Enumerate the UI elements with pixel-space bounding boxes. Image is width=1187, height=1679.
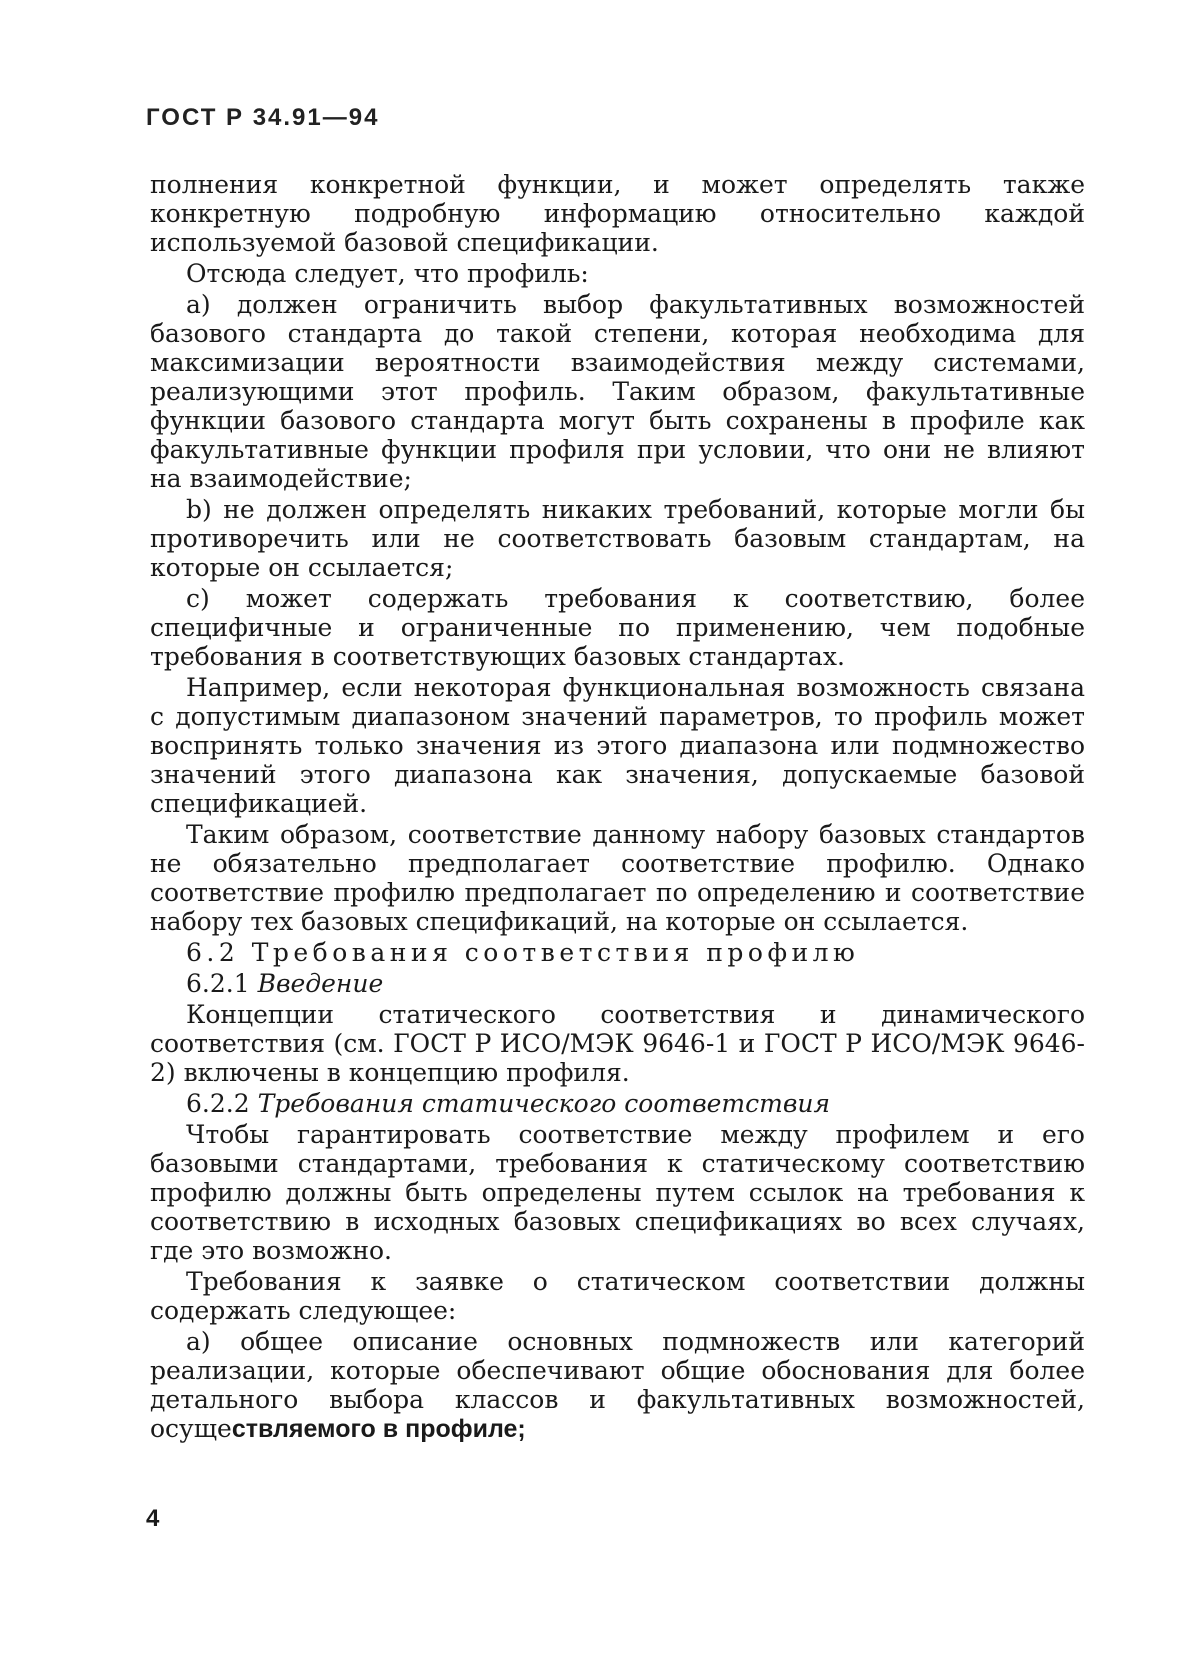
section-number: 6.2.1 (186, 969, 250, 998)
section-title: Требования статического соответствия (257, 1089, 831, 1118)
list-item-c: c) может содержать требования к соответствию, более специфичные и ограниченные по применению, чем подобные требования в соответствующих базовых стандартах. (150, 584, 1085, 671)
section-number: 6.2.2 (186, 1089, 250, 1118)
list-item-text: a) общее описание основных подмножеств или категорий реализации, которые обеспечивают общие обоснования для более детального выбора классов и факультативных возможностей, осуще (150, 1327, 1085, 1443)
paragraph-example: Например, если некоторая функциональная возможность связана с допустимым диапазоном значений параметров, то профиль может воспринять только значения из этого диапазона или подмножество значений этого диапазона как значения, допускаемые базовой спецификацией. (150, 673, 1085, 818)
section-heading-6-2-1 (150, 969, 1085, 998)
list-item-text-tail: ствляемого в профиле; (231, 1415, 526, 1443)
paragraph-intro: Отсюда следует, что профиль: (186, 259, 589, 288)
document-body (150, 170, 1085, 1446)
document-header: ГОСТ Р 34.91—94 (146, 104, 380, 131)
list-item-a: a) должен ограничить выбор факультативных возможностей базового стандарта до такой степени, которая необходима для максимизации вероятности взаимодействия между системами, реализующими этот профиль. Таким образом, факультативные функции базового стандарта могут быть сохранены в профиле как факультативные функции профиля при условии, что они не влияют на взаимодействие; (150, 290, 1085, 493)
list-item-b: b) не должен определять никаких требований, которые могли бы противоречить или не соответствовать базовым стандартам, на которые он ссылается; (150, 495, 1085, 582)
paragraph-continuation: полнения конкретной функции, и может определять также конкретную подробную информацию относительно каждой используемой базовой спецификации. (150, 170, 1085, 257)
paragraph-conclusion: Таким образом, соответствие данному набору базовых стандартов не обязательно предполагает соответствие профилю. Однако соответствие профилю предполагает по определению и соответствие набору тех базовых спецификаций, на которые он ссылается. (150, 820, 1085, 936)
list-item-a-static (150, 1327, 1085, 1444)
paragraph-statement-requirements: Требования к заявке о статическом соответствии должны содержать следующее: (150, 1267, 1085, 1325)
page-number: 4 (146, 1505, 160, 1532)
section-title: Введение (257, 969, 384, 998)
section-heading-6-2: 6.2 Требования соответствия профилю (186, 938, 860, 967)
paragraph-introduction: Концепции статического соответствия и динамического соответствия (см. ГОСТ Р ИСО/МЭК 9646-1 и ГОСТ Р ИСО/МЭК 9646-2) включены в концепцию профиля. (150, 1000, 1085, 1087)
section-heading-6-2-2 (150, 1089, 1085, 1118)
paragraph-static-conformance: Чтобы гарантировать соответствие между профилем и его базовыми стандартами, требования к статическому соответствию профилю должны быть определены путем ссылок на требования к соответствию в исходных базовых спецификациях во всех случаях, где это возможно. (150, 1120, 1085, 1265)
